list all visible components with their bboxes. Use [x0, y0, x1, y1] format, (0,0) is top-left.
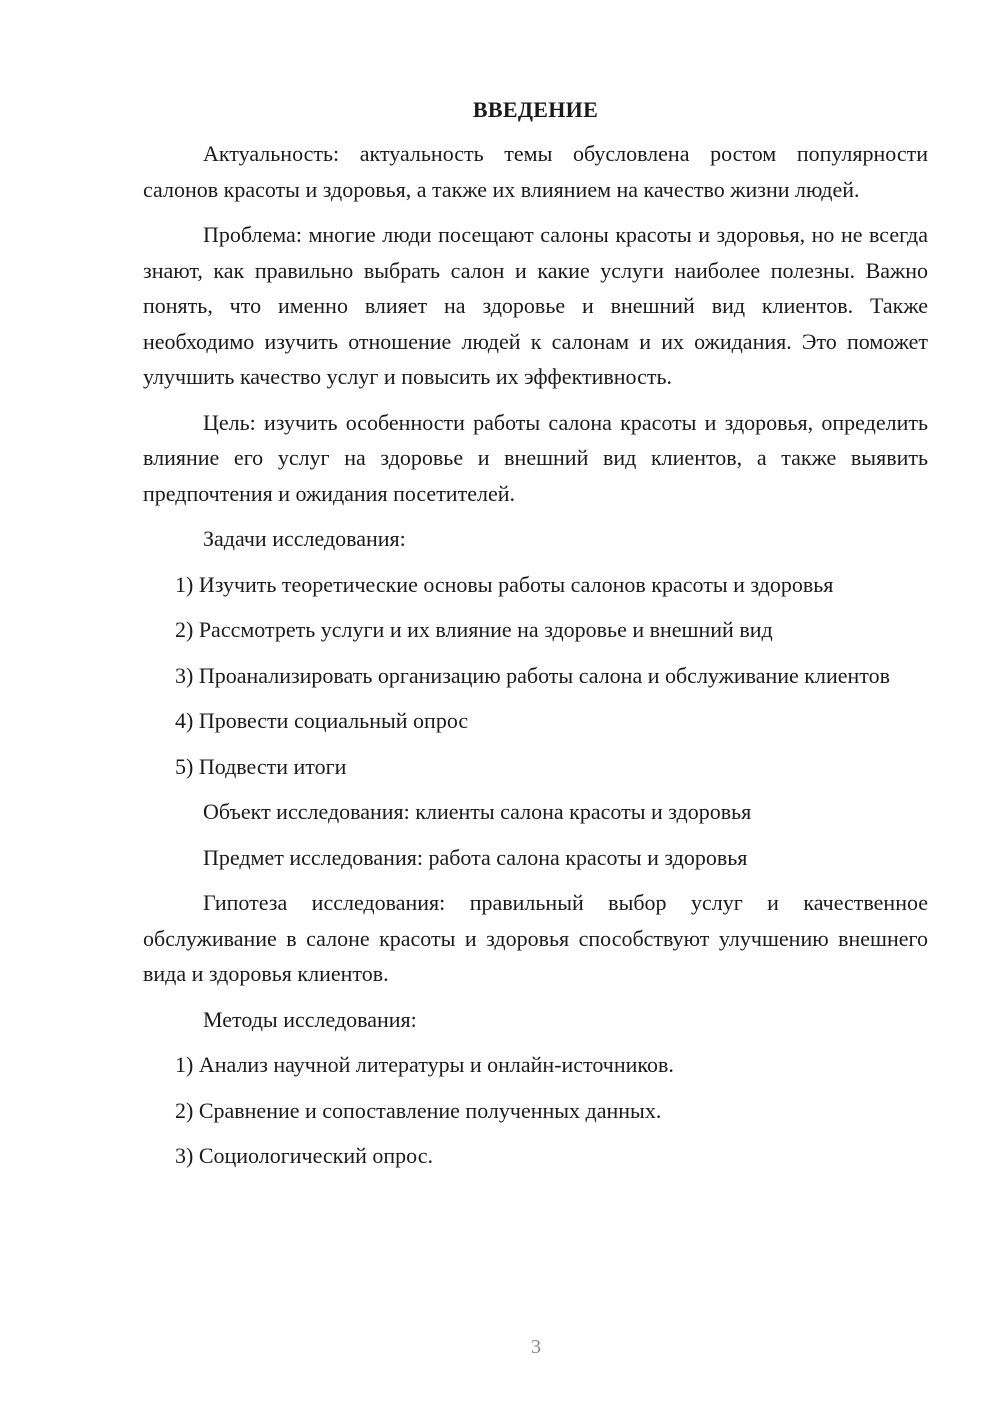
research-subject: Предмет исследования: работа салона красоты и здоровья [203, 844, 748, 870]
task-item-2: 2) Рассмотреть услуги и их влияние на здоровье и внешний вид [175, 617, 773, 642]
task-item-5: 5) Подвести итоги [175, 753, 347, 779]
method-item-2: 2) Сравнение и сопоставление полученных данных. [175, 1097, 662, 1123]
method-item-3: 3) Социологический опрос. [175, 1143, 433, 1168]
relevance-paragraph: Актуальность: актуальность темы обусловлена ростом популярности салонов красоты и здоровья, а также их влиянием на качество жизни людей. [143, 141, 928, 202]
task-item-4: 4) Провести социальный опрос [175, 708, 469, 733]
research-object: Объект исследования: клиенты салона красоты и здоровья [203, 799, 752, 824]
page-number: 3 [531, 1336, 541, 1358]
tasks-heading: Задачи исследования: [203, 526, 406, 551]
methods-heading: Методы исследования: [203, 1006, 417, 1032]
goal-paragraph: Цель: изучить особенности работы салона красоты и здоровья, определить влияние его услуг на здоровье и внешний вид клиентов, а также выявить предпочтения и ожидания посетителей. [143, 409, 928, 506]
task-item-3: 3) Проанализировать организацию работы салона и обслуживание клиентов [175, 662, 890, 688]
hypothesis-paragraph: Гипотеза исследования: правильный выбор услуг и качественное обслуживание в салоне красоты и здоровья способствуют улучшению внешнего вида и здоровья клиентов. [143, 890, 928, 986]
page-content [143, 94, 928, 1184]
problem-paragraph: Проблема: многие люди посещают салоны красоты и здоровья, но не всегда знают, как правильно выбрать салон и какие услуги наиболее полезны. Важно понять, что именно влияет на здоровье и внешний вид клиентов. Также необходимо изучить отношение людей к салонам и их ожидания. Это поможет улучшить качество услуг и повысить их эффективность. [143, 222, 928, 389]
task-item-1: 1) Изучить теоретические основы работы салонов красоты и здоровья [175, 571, 834, 597]
section-title: ВВЕДЕНИЕ [472, 97, 599, 122]
method-item-1: 1) Анализ научной литературы и онлайн-источников. [175, 1052, 674, 1077]
